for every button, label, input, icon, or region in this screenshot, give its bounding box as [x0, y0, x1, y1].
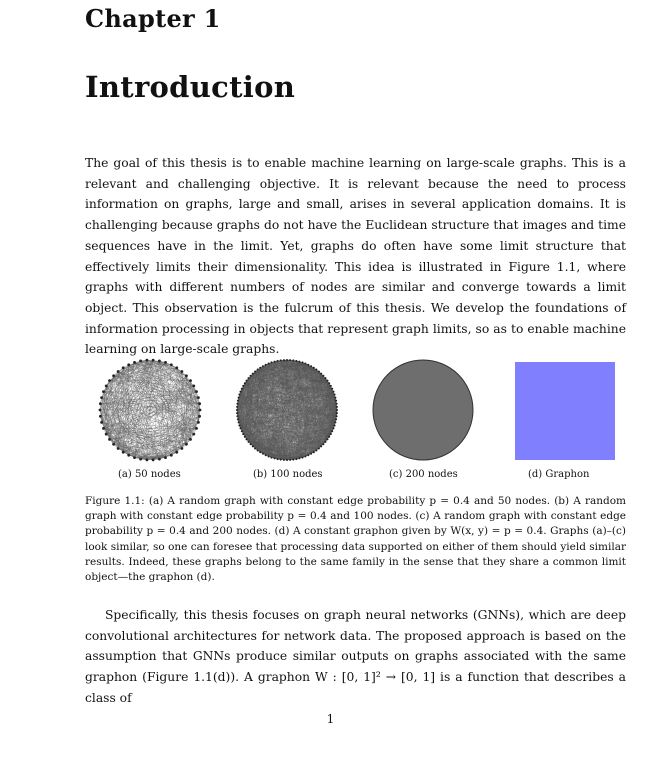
figure-1-1 [85, 355, 626, 487]
graph-50-nodes [98, 358, 202, 462]
graphon-plot [505, 359, 617, 465]
subcaption-d: (d) Graphon [528, 469, 590, 480]
subcaption-c: (c) 200 nodes [389, 469, 458, 480]
graphon-surface [515, 362, 615, 460]
graph-edges [100, 360, 200, 460]
page-number: 1 [326, 712, 335, 726]
chapter-label: Chapter 1 [85, 4, 221, 33]
chapter-title: Introduction [85, 70, 296, 104]
graph-edges [237, 360, 337, 460]
graph-100-nodes [235, 358, 339, 462]
specifically-paragraph: Specifically, this thesis focuses on graph neural networks (GNNs), which are deep convolutional architectures for network data. The proposed approach is based on the assumption that GNNs produce similar outputs on graphs associated with the same graphon (Figure 1.1(d)). A graphon W : [0, 1]² → [0, 1] is a function that describes a class of [85, 608, 626, 705]
graph-dense-disk [373, 360, 473, 460]
subcaption-a: (a) 50 nodes [118, 469, 181, 480]
figure-caption: Figure 1.1: (a) A random graph with constant edge probability p = 0.4 and 50 nodes. (b) A random graph with constant edge probability p = 0.4 and 100 nodes. (c) A random graph with constant edge probability p = 0.4 and 200 nodes. (d) A constant graphon given by W(x, y) = p = 0.4. Graphs (a)–(c) look similar, so one can foresee that processing data supported on either of them should yield similar results. Indeed, these graphs belong to the same family in the sense that they share a common limit object—the graphon (d). [85, 495, 626, 584]
intro-paragraph: The goal of this thesis is to enable machine learning on large-scale graphs. This is a relevant and challenging objective. It is relevant because the need to process information on graphs, large and small, arises in several application domains. It is challenging because graphs do not have the Euclidean structure that images and time sequences have in the limit. Yet, graphs do often have some limit structure that effectively limits their dimensionality. This idea is illustrated in Figure 1.1, where graphs with different numbers of nodes are similar and converge towards a limit object. This observation is the fulcrum of this thesis. We develop the foundations of information processing in objects that represent graph limits, so as to enable machine learning on large-scale graphs. [85, 156, 626, 357]
subcaption-b: (b) 100 nodes [253, 469, 323, 480]
graph-200-nodes [371, 358, 475, 462]
